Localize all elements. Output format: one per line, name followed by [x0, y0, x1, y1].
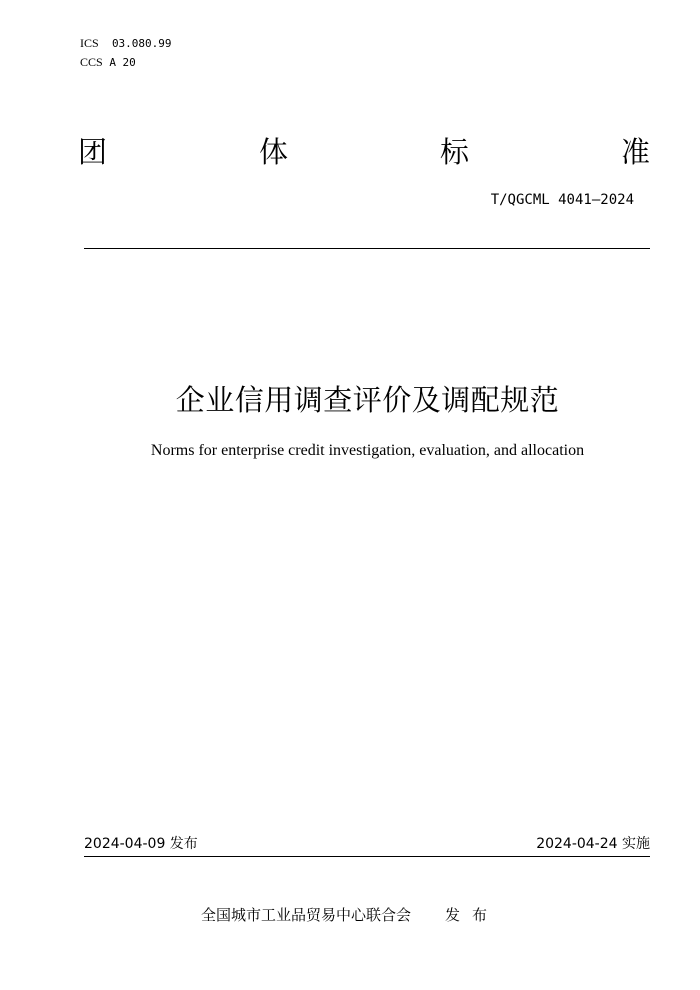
standard-type-char-2: 体: [258, 135, 288, 169]
ics-line: [80, 34, 172, 53]
ics-label: ICS: [80, 36, 99, 50]
ccs-code: A 20: [109, 56, 136, 69]
standard-type-char-3: 标: [439, 135, 469, 169]
bottom-divider: [84, 856, 650, 857]
standard-type-char-1: 团: [78, 135, 108, 169]
standard-type-char-4: 准: [620, 135, 650, 169]
title-chinese: 企业信用调查评价及调配规范: [175, 383, 560, 417]
standard-type-heading: [78, 132, 650, 172]
publisher-action: 发布: [445, 906, 500, 924]
publisher-line: [0, 904, 700, 926]
standard-number: T/QGCML 4041—2024: [490, 192, 634, 208]
ccs-line: [80, 53, 172, 72]
ics-code: 03.080.99: [111, 37, 172, 50]
publisher-name: 全国城市工业品贸易中心联合会: [200, 906, 411, 924]
top-divider: [84, 248, 650, 249]
release-date: 2024-04-09 发布: [84, 836, 198, 852]
implementation-date: 2024-04-24 实施: [536, 836, 650, 852]
ccs-label: CCS: [80, 55, 103, 69]
classification-codes: [80, 34, 172, 72]
title-english: Norms for enterprise credit investigation, evaluation, and allocation: [150, 442, 585, 459]
